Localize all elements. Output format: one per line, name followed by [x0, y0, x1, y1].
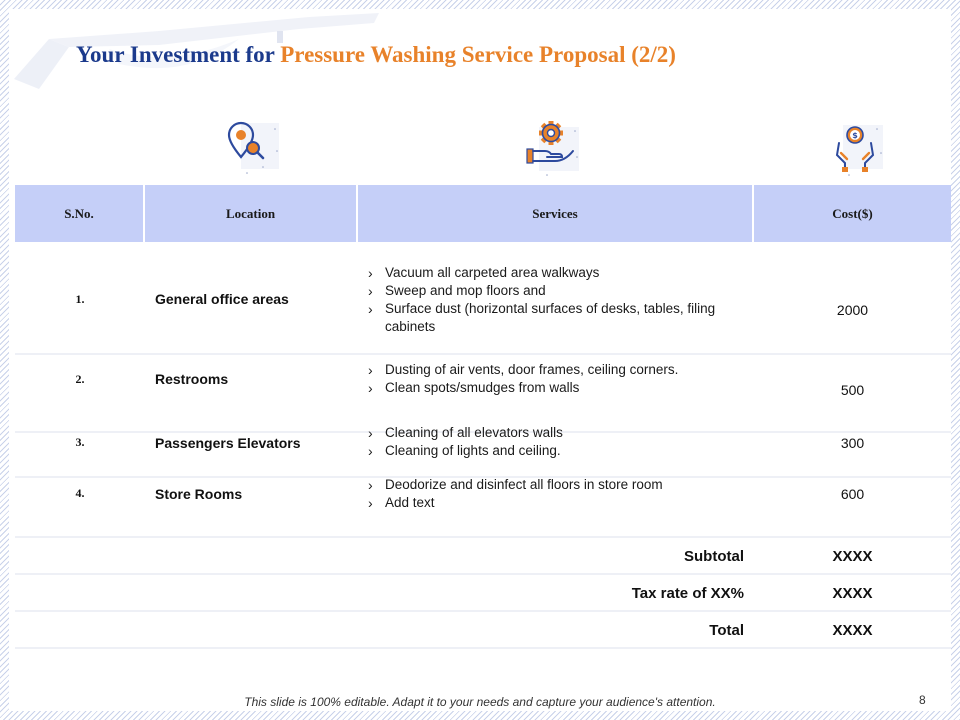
header-location: Location	[145, 185, 358, 242]
table-row	[15, 242, 951, 355]
row-location: General office areas	[155, 291, 289, 307]
service-item: › Clean spots/smudges from walls	[368, 379, 748, 397]
location-search-icon	[223, 117, 283, 181]
service-gear-hand-icon	[525, 117, 585, 181]
row-cost: 500	[840, 382, 865, 398]
service-item: › Cleaning of all elevators walls	[368, 424, 748, 442]
subtotal-value: XXXX	[832, 548, 873, 565]
service-item: › Dusting of air vents, door frames, ceiling corners.	[368, 361, 748, 379]
table-row	[15, 355, 951, 433]
row-services-list	[368, 476, 748, 512]
total-label: Total	[709, 622, 744, 639]
footer-note: This slide is 100% editable. Adapt it to your needs and capture your audience's attention.	[244, 695, 716, 709]
page-number: 8	[919, 693, 926, 707]
row-sno: 2.	[75, 372, 85, 386]
money-hands-icon	[827, 117, 887, 181]
tax-label: Tax rate of XX%	[631, 585, 744, 602]
row-location: Store Rooms	[155, 486, 243, 502]
table-row	[15, 425, 951, 478]
header-services: Services	[358, 185, 754, 242]
header-sno: S.No.	[15, 185, 145, 242]
row-sno: 3.	[75, 435, 85, 449]
row-sno: 4.	[75, 486, 85, 500]
row-services-list	[368, 424, 748, 460]
row-sno: 1.	[75, 292, 85, 306]
header-cost: Cost($)	[832, 205, 873, 221]
row-cost: 600	[840, 486, 865, 502]
svg-text:$: $	[852, 131, 858, 140]
row-cost: 300	[840, 435, 865, 451]
service-item: › Sweep and mop floors and	[368, 282, 748, 300]
service-item: › Deodorize and disinfect all floors in store room	[368, 476, 748, 494]
service-item: › Add text	[368, 494, 748, 512]
tax-value: XXXX	[832, 585, 873, 602]
tax-row	[15, 575, 951, 612]
row-location: Passengers Elevators	[155, 435, 301, 451]
row-location: Restrooms	[155, 371, 229, 387]
row-services-list	[368, 361, 748, 397]
row-cost: 2000	[836, 302, 869, 318]
service-item: › Cleaning of lights and ceiling.	[368, 442, 748, 460]
table-row	[15, 478, 951, 538]
service-item: › Vacuum all carpeted area walkways	[368, 264, 748, 282]
table-header-row	[15, 185, 951, 242]
row-services-list	[368, 264, 748, 336]
slide	[9, 9, 951, 711]
subtotal-label: Subtotal	[684, 548, 744, 565]
total-value: XXXX	[832, 622, 873, 639]
investment-table	[15, 185, 951, 649]
page-title	[76, 42, 676, 68]
subtotal-row	[15, 538, 951, 575]
service-item: › Surface dust (horizontal surfaces of desks, tables, filing cabinets	[368, 300, 748, 336]
total-row	[15, 612, 951, 649]
title-part-accent: Pressure Washing Service Proposal (2/2)	[280, 42, 676, 67]
title-part-primary: Your Investment for	[76, 42, 281, 67]
